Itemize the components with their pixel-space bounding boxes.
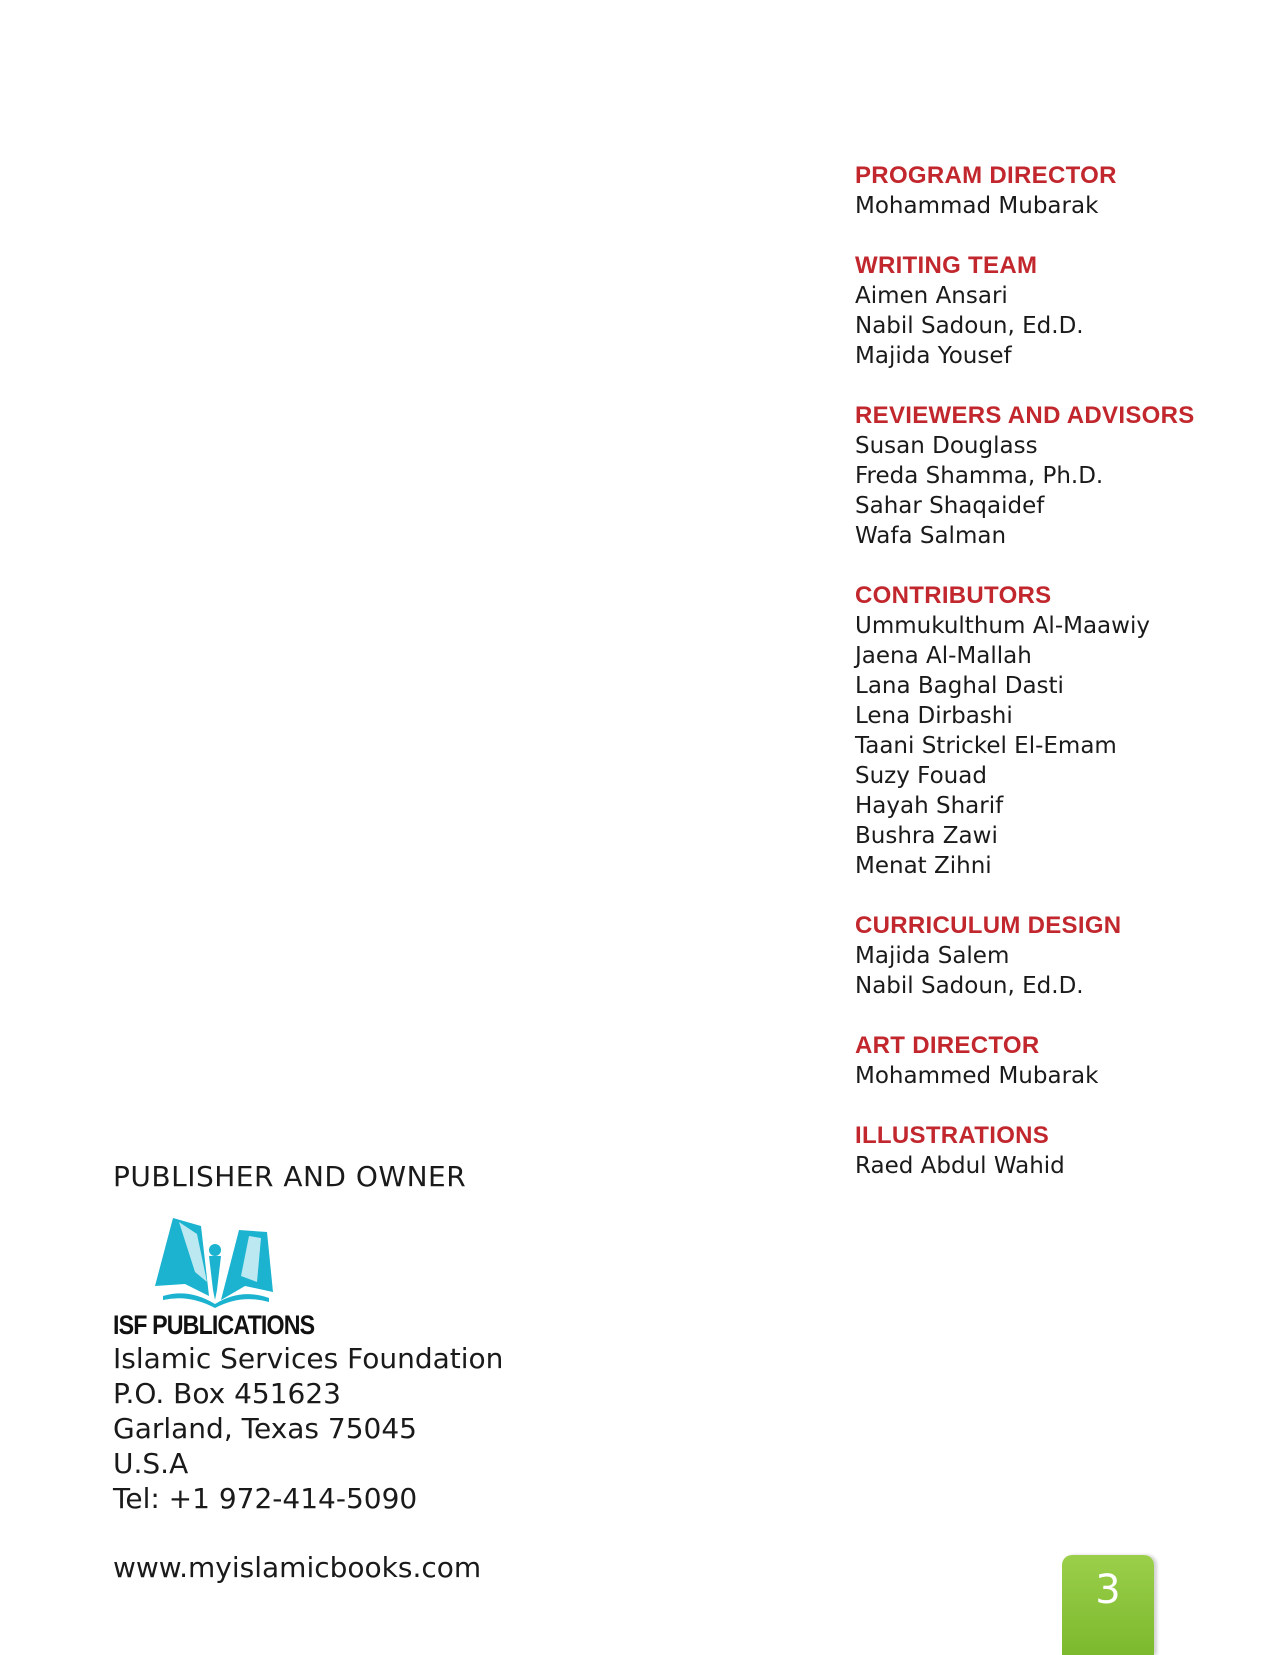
publisher-address [113, 1341, 633, 1516]
credit-name: Majida Yousef [855, 343, 1012, 369]
credit-name: Majida Salem [855, 943, 1010, 969]
credit-name: Hayah Sharif [855, 793, 1004, 819]
credit-name: Mohammed Mubarak [855, 1063, 1099, 1089]
credit-name: Menat Zihni [855, 853, 992, 879]
section-heading: REVIEWERS AND ADVISORS [855, 402, 1195, 429]
credit-name: Suzy Fouad [855, 763, 987, 789]
credits-list [855, 161, 1255, 1211]
credit-name: Aimen Ansari [855, 283, 1008, 309]
phone-line: Tel: +1 972-414-5090 [113, 1482, 418, 1515]
credit-name: Sahar Shaqaidef [855, 493, 1045, 519]
credit-name: Nabil Sadoun, Ed.D. [855, 313, 1084, 339]
address-line: P.O. Box 451623 [113, 1377, 341, 1410]
section-heading: CONTRIBUTORS [855, 582, 1052, 609]
section-heading: WRITING TEAM [855, 252, 1038, 279]
publisher-title: PUBLISHER AND OWNER [113, 1160, 467, 1193]
section-heading: PROGRAM DIRECTOR [855, 162, 1117, 189]
address-line: U.S.A [113, 1447, 189, 1480]
credit-name: Bushra Zawi [855, 823, 998, 849]
credit-name: Jaena Al-Mallah [855, 643, 1032, 669]
credit-section [855, 251, 1255, 371]
credit-name: Lena Dirbashi [855, 703, 1013, 729]
credit-name: Wafa Salman [855, 523, 1007, 549]
address-line: Garland, Texas 75045 [113, 1412, 417, 1445]
credit-section [855, 581, 1255, 881]
credit-name: Nabil Sadoun, Ed.D. [855, 973, 1084, 999]
credit-section [855, 161, 1255, 221]
credit-name: Lana Baghal Dasti [855, 673, 1064, 699]
publisher-block [113, 1160, 633, 1585]
credit-name: Raed Abdul Wahid [855, 1153, 1065, 1179]
credit-name: Taani Strickel El-Emam [855, 733, 1117, 759]
credit-section [855, 911, 1255, 1001]
credit-name: Susan Douglass [855, 433, 1038, 459]
isf-logo [113, 1212, 313, 1341]
page-number-tab: 3 [1062, 1555, 1154, 1655]
section-heading: ILLUSTRATIONS [855, 1122, 1050, 1149]
address-line: Islamic Services Foundation [113, 1342, 504, 1375]
credit-section [855, 401, 1255, 551]
credit-section [855, 1121, 1255, 1181]
website-link[interactable]: www.myislamicbooks.com [113, 1551, 482, 1584]
section-heading: CURRICULUM DESIGN [855, 912, 1122, 939]
credit-section [855, 1031, 1255, 1091]
section-heading: ART DIRECTOR [855, 1032, 1040, 1059]
credit-name: Ummukulthum Al-Maawiy [855, 613, 1150, 639]
logo-text: ISF PUBLICATIONS [113, 1310, 315, 1340]
credit-name: Mohammad Mubarak [855, 193, 1099, 219]
open-book-pen-icon [153, 1212, 275, 1308]
credit-name: Freda Shamma, Ph.D. [855, 463, 1104, 489]
